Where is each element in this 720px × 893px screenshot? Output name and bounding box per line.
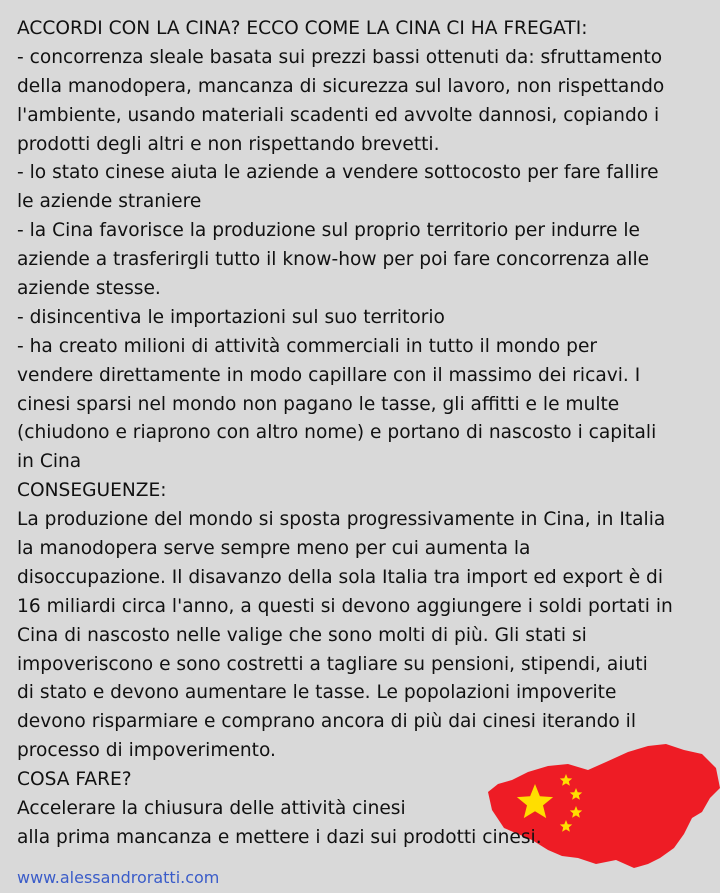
- text-line: di stato e devono aumentare le tasse. Le popolazioni impoverite: [17, 682, 617, 704]
- text-line: della manodopera, mancanza di sicurezza sul lavoro, non rispettando: [17, 75, 665, 97]
- text-line: (chiudono e riaprono con altro nome) e portano di nascosto i capitali: [17, 422, 657, 444]
- article-text: [17, 15, 720, 853]
- text-line: prodotti degli altri e non rispettando brevetti.: [17, 133, 440, 155]
- text-line: Cina di nascosto nelle valige che sono molti di più. Gli stati si: [17, 624, 587, 646]
- text-line: - disincentiva le importazioni sul suo territorio: [17, 306, 445, 328]
- text-line: - ha creato milioni di attività commerciali in tutto il mondo per: [17, 335, 598, 357]
- text-line: - concorrenza sleale basata sui prezzi bassi ottenuti da: sfruttamento: [17, 46, 663, 68]
- text-line: vendere direttamente in modo capillare con il massimo dei ricavi. I: [17, 364, 641, 386]
- text-line: aziende stesse.: [17, 278, 161, 300]
- text-line: la manodopera serve sempre meno per cui aumenta la: [17, 538, 531, 560]
- text-line: disoccupazione. Il disavanzo della sola Italia tra import ed export è di: [17, 566, 664, 588]
- text-line: impoveriscono e sono costretti a tagliare su pensioni, stipendi, aiuti: [17, 653, 648, 675]
- text-line: le aziende straniere: [17, 191, 202, 213]
- section-heading-what-to-do: COSA FARE?: [17, 769, 132, 791]
- text-line: l'ambiente, usando materiali scadenti ed avvolte dannosi, copiando i: [17, 104, 660, 126]
- text-line: devono risparmiare e comprano ancora di più dai cinesi iterando il: [17, 711, 636, 733]
- text-line: La produzione del mondo si sposta progressivamente in Cina, in Italia: [17, 509, 666, 531]
- text-line: 16 miliardi circa l'anno, a questi si devono aggiungere i soldi portati in: [17, 595, 673, 617]
- text-line: processo di impoverimento.: [17, 740, 276, 762]
- text-line: aziende a trasferirgli tutto il know-how per poi fare concorrenza alle: [17, 249, 650, 271]
- text-line: alla prima mancanza e mettere i dazi sui prodotti cinesi.: [17, 826, 542, 848]
- text-line: Accelerare la chiusura delle attività cinesi: [17, 798, 406, 820]
- section-heading-consequences: CONSEGUENZE:: [17, 480, 167, 502]
- text-line: - la Cina favorisce la produzione sul proprio territorio per indurre le: [17, 220, 640, 242]
- text-line: - lo stato cinese aiuta le aziende a vendere sottocosto per fare fallire: [17, 162, 659, 184]
- headline: ACCORDI CON LA CINA? ECCO COME LA CINA CI HA FREGATI:: [17, 18, 588, 39]
- website-link[interactable]: www.alessandroratti.com: [17, 868, 220, 887]
- text-line: in Cina: [17, 451, 82, 473]
- text-line: cinesi sparsi nel mondo non pagano le tasse, gli affitti e le multe: [17, 393, 620, 415]
